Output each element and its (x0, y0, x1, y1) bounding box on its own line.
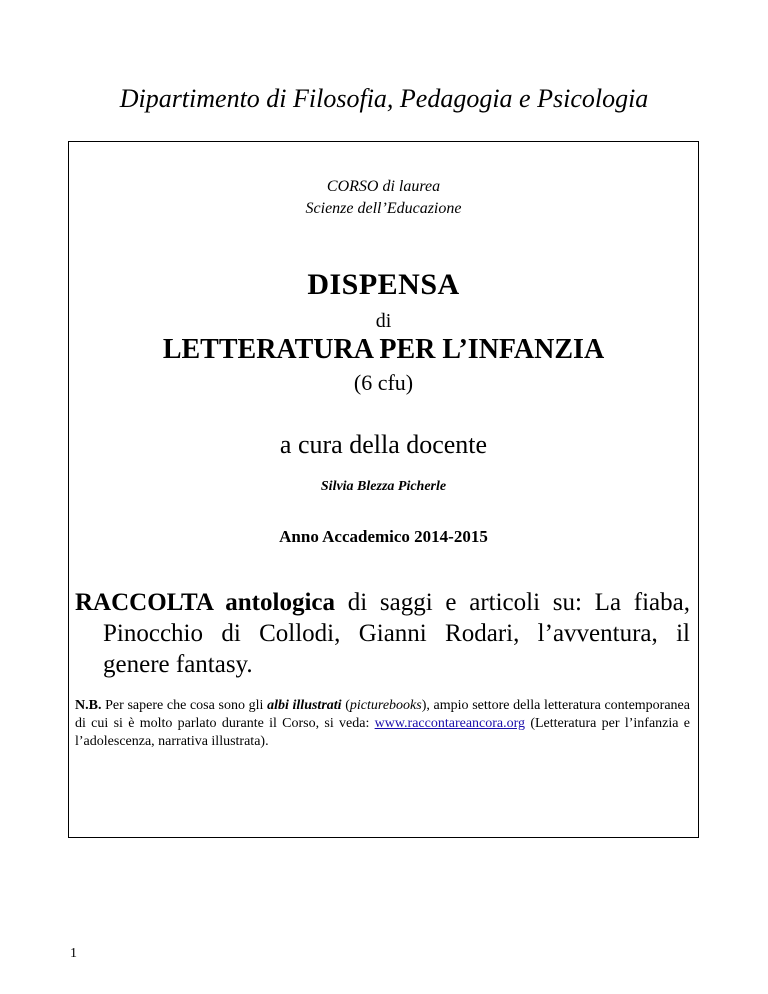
anthology-text: di saggi e articoli su: La fiaba, Pinocchio di Collodi, Gianni Rodari, l’avventura, il genere fantasy. (103, 589, 690, 678)
subject-title: LETTERATURA PER L’INFANZIA (162, 334, 605, 365)
title-box (68, 141, 699, 838)
note-label: N.B. (75, 698, 102, 713)
note-picturebooks: picturebooks (349, 698, 422, 713)
note-text-3: ), ampio settore della letteratura contemporanea di cui si è molto parlato durante il Corso, si veda: (75, 698, 690, 731)
department-heading: Dipartimento di Filosofia, Pedagogia e Psicologia (119, 84, 649, 113)
document-title: DISPENSA (307, 268, 460, 301)
course-line-2: Scienze dell’Educazione (305, 200, 462, 217)
page-number: 1 (70, 946, 77, 961)
credits: (6 cfu) (353, 370, 414, 395)
anthology-description (75, 587, 690, 680)
note-albi-illustrati: albi illustrati (267, 698, 342, 713)
note-text-2: ( (341, 698, 350, 713)
website-link[interactable]: www.raccontareancora.org (374, 716, 526, 731)
note-text-1: Per sapere che cosa sono gli (101, 698, 268, 713)
academic-year: Anno Accademico 2014-2015 (279, 527, 488, 546)
title-connector: di (375, 310, 392, 332)
teacher-name: Silvia Blezza Picherle (320, 479, 447, 494)
curated-by: a cura della docente (279, 430, 488, 459)
note-text-4: (Letteratura per l’infanzia e l’adolescenza, narrativa illustrata). (75, 716, 690, 749)
note-paragraph (75, 697, 690, 751)
course-line-1: CORSO di laurea (326, 178, 441, 195)
anthology-label: RACCOLTA antologica (75, 589, 335, 616)
